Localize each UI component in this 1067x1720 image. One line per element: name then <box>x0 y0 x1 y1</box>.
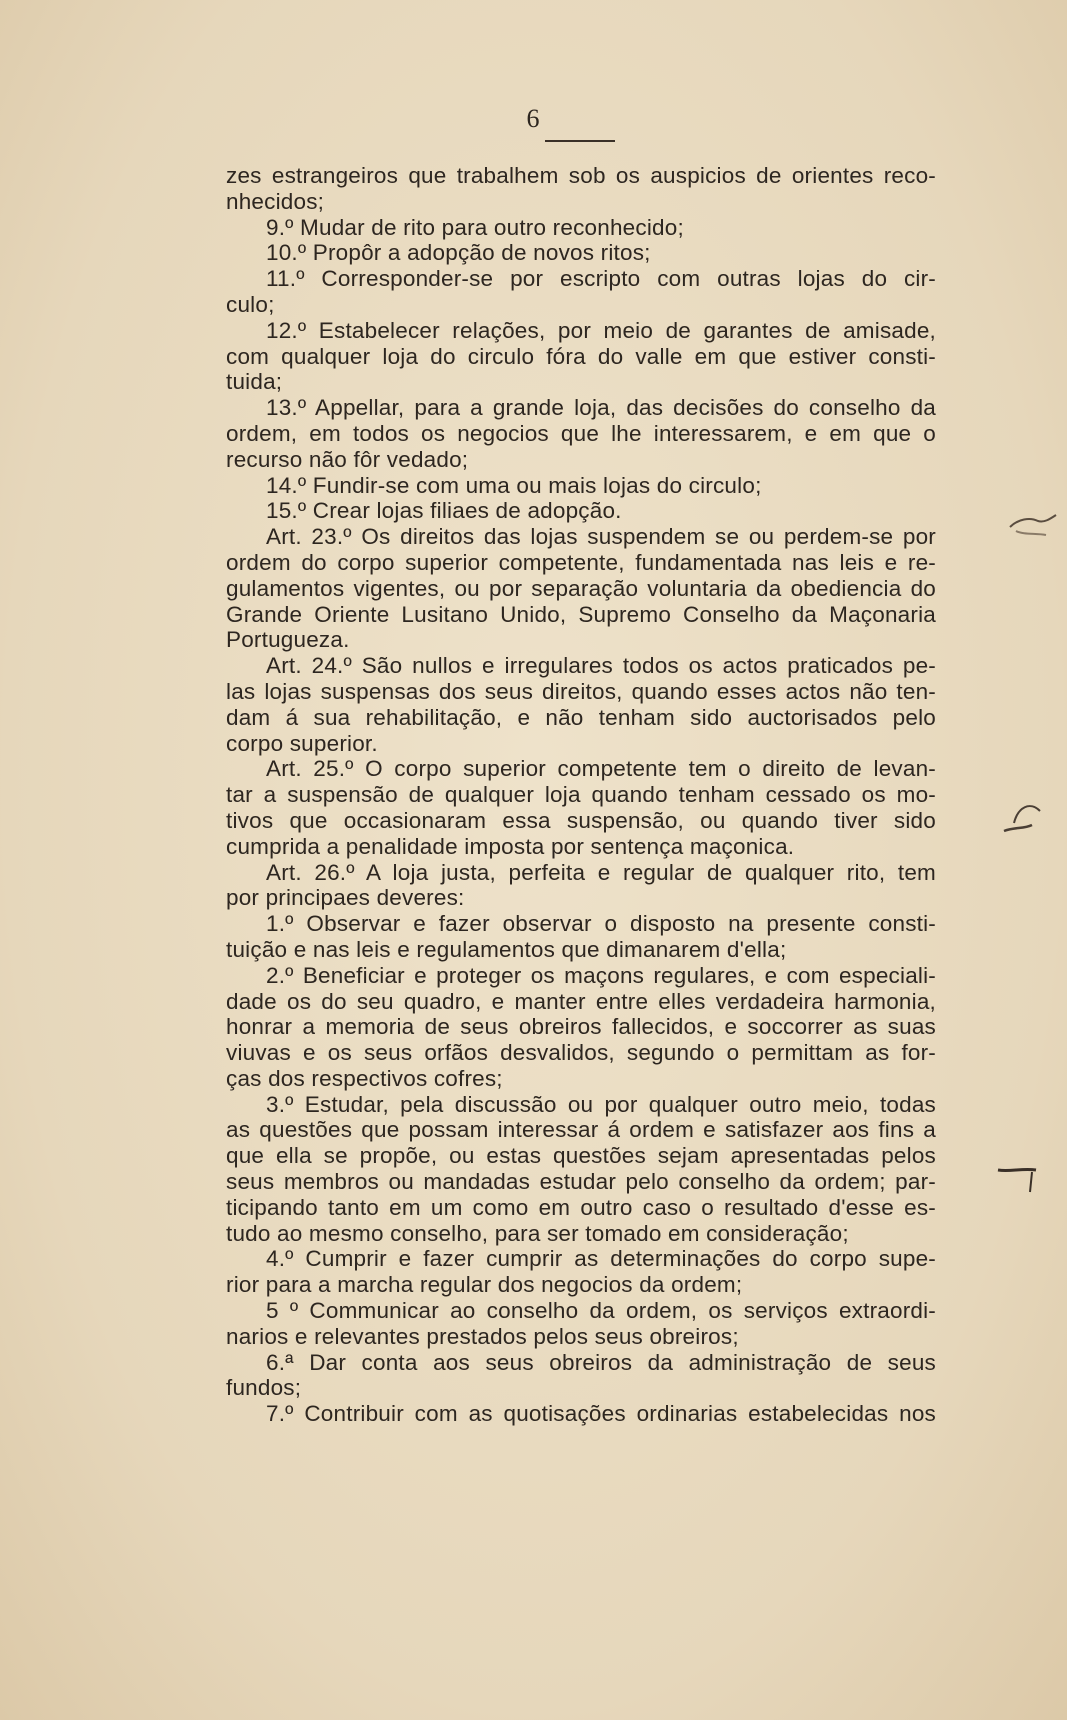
text-line: tuida; <box>226 369 283 395</box>
margin-stain-mark <box>1000 795 1050 845</box>
text-line: Art. 24.º São nullos e irregulares todos os actos praticados pe- <box>266 653 936 679</box>
text-line: 2.º Beneficiar e proteger os maçons regulares, e com especiali- <box>266 962 936 988</box>
text-line: 14.º Fundir-se com uma ou mais lojas do circulo; <box>266 472 762 498</box>
text-line: narios e relevantes prestados pelos seus obreiros; <box>226 1323 739 1349</box>
text-line: 15.º Crear lojas filiaes de adopção. <box>266 498 622 524</box>
text-line: tar a suspensão de qualquer loja quando tenham cessado os mo- <box>226 782 936 808</box>
text-line: ordem do corpo superior competente, fundamentada nas leis e re- <box>226 549 936 575</box>
text-line: 5 º Communicar ao conselho da ordem, os serviços extraordi- <box>266 1298 936 1324</box>
text-line: 1.º Observar e fazer observar o disposto na presente consti- <box>266 911 936 937</box>
text-line: as questões que possam interessar á ordem e satisfazer aos fins a <box>226 1117 936 1143</box>
text-line: 4.º Cumprir e fazer cumprir as determinações do corpo supe- <box>266 1246 936 1272</box>
text-line: ordem, em todos os negocios que lhe interessarem, e em que o <box>226 420 936 446</box>
text-line: ças dos respectivos cofres; <box>226 1065 503 1091</box>
text-line: 12.º Estabelecer relações, por meio de garantes de amisade, <box>266 317 936 343</box>
margin-stain-mark <box>1008 505 1058 545</box>
text-line: cumprida a penalidade imposta por sentença maçonica. <box>226 833 795 859</box>
text-line: tivos que occasionaram essa suspensão, ou quando tiver sido <box>226 807 936 833</box>
text-line: rior para a marcha regular dos negocios da ordem; <box>226 1272 743 1298</box>
text-line: 3.º Estudar, pela discussão ou por qualquer outro meio, todas <box>266 1091 936 1117</box>
text-line: culo; <box>226 291 275 317</box>
body-text <box>226 163 936 1427</box>
text-line: zes estrangeiros que trabalhem sob os auspicios de orientes reco- <box>226 163 936 188</box>
text-line: dam á sua rehabilitação, e não tenham sido auctorisados pelo <box>226 704 936 730</box>
text-line: por principaes deveres: <box>226 885 465 911</box>
text-line: 10.º Propôr a adopção de novos ritos; <box>266 240 651 266</box>
text-line: 11.º Corresponder-se por escripto com outras lojas do cir- <box>266 266 936 292</box>
text-line: tudo ao mesmo conselho, para ser tomado em consideração; <box>226 1220 849 1246</box>
text-line: gulamentos vigentes, ou por separação voluntaria da obediencia do <box>226 575 936 601</box>
margin-stain-mark <box>996 1150 1046 1200</box>
text-line: Grande Oriente Lusitano Unido, Supremo Conselho da Maçonaria <box>226 601 936 627</box>
text-line: honrar a memoria de seus obreiros fallecidos, e soccorrer as suas <box>226 1014 936 1040</box>
text-line: dade os do seu quadro, e manter entre elles verdadeira harmonia, <box>226 988 936 1014</box>
text-line: las lojas suspensas dos seus direitos, quando esses actos não ten- <box>226 678 936 704</box>
text-line: 9.º Mudar de rito para outro reconhecido; <box>266 214 684 240</box>
text-line: tuição e nas leis e regulamentos que dimanarem d'ella; <box>226 936 787 962</box>
text-line: com qualquer loja do circulo fóra do valle em que estiver consti- <box>226 343 936 369</box>
page-number: 6 <box>526 104 541 133</box>
text-line: recurso não fôr vedado; <box>226 446 469 472</box>
text-line: Art. 23.º Os direitos das lojas suspendem se ou perdem-se por <box>266 524 936 550</box>
text-line: corpo superior. <box>226 730 378 756</box>
text-line: 6.ª Dar conta aos seus obreiros da administração de seus <box>266 1349 936 1375</box>
text-line: Art. 25.º O corpo superior competente tem o direito de levan- <box>266 756 936 782</box>
text-line: Portugueza. <box>226 627 350 653</box>
text-line: 13.º Appellar, para a grande loja, das decisões do conselho da <box>266 395 936 421</box>
text-line: Art. 26.º A loja justa, perfeita e regular de qualquer rito, tem <box>266 859 936 885</box>
text-line: ticipando tanto em um como em outro caso o resultado d'esse es- <box>226 1194 936 1220</box>
text-line: viuvas e os seus orfãos desvalidos, segundo o permittam as for- <box>226 1040 936 1066</box>
text-line: fundos; <box>226 1375 302 1401</box>
text-line: seus membros ou mandadas estudar pelo conselho da ordem; par- <box>226 1169 936 1195</box>
text-line: 7.º Contribuir com as quotisações ordinarias estabelecidas nos <box>266 1401 936 1427</box>
text-line: que ella se propõe, ou estas questões sejam apresentadas pelos <box>226 1143 936 1169</box>
header-rule <box>545 140 615 142</box>
text-line: nhecidos; <box>226 188 325 214</box>
